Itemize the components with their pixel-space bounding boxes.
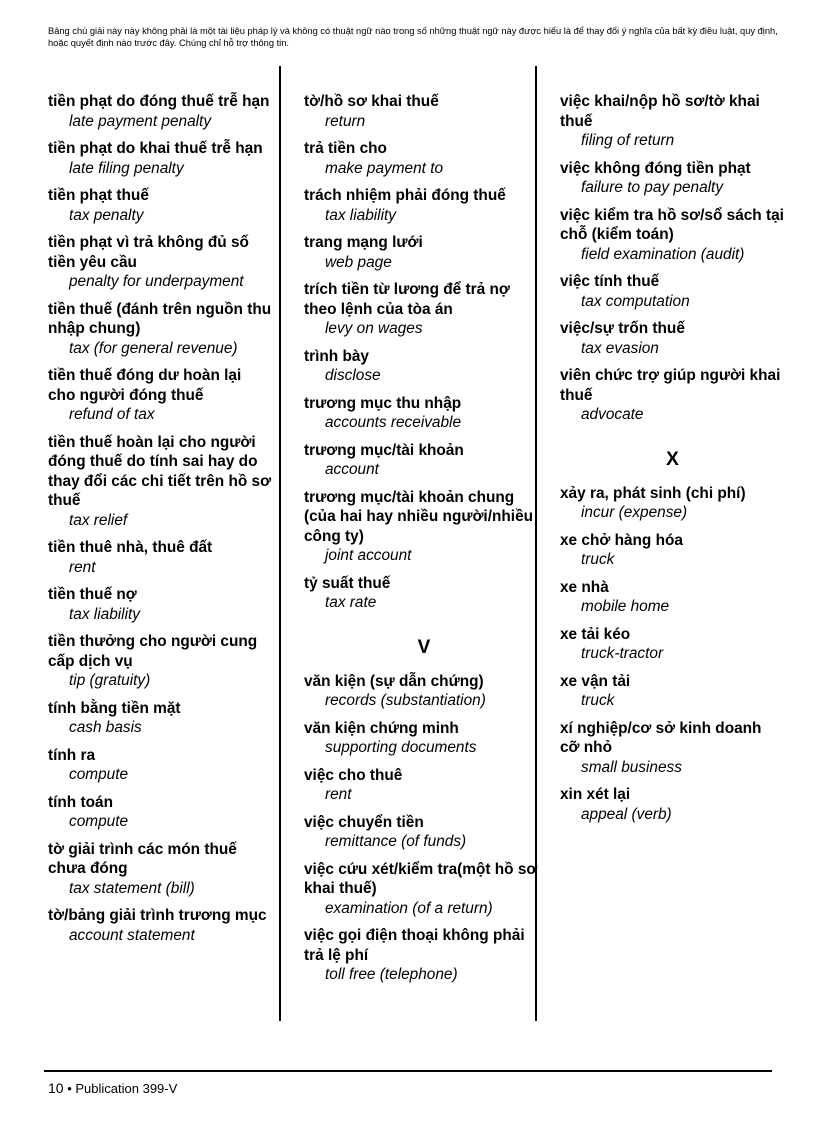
glossary-entry bbox=[304, 347, 544, 386]
glossary-entry bbox=[560, 319, 785, 358]
glossary-entry bbox=[304, 574, 544, 613]
glossary-entry bbox=[48, 840, 272, 899]
glossary-entry bbox=[48, 366, 272, 425]
glossary-entry bbox=[48, 699, 272, 738]
glossary-entry bbox=[48, 139, 272, 178]
vietnamese-term: việc tính thuế bbox=[560, 273, 660, 290]
vietnamese-term: tiền phạt vì trả không đủ số tiền yêu cầu bbox=[48, 234, 249, 271]
glossary-entry bbox=[304, 926, 544, 985]
footer-rule bbox=[44, 1070, 772, 1072]
english-translation: tax liability bbox=[325, 206, 396, 224]
english-translation: truck bbox=[581, 551, 615, 568]
english-translation: tax (for general revenue) bbox=[69, 339, 238, 357]
glossary-entry bbox=[560, 92, 785, 151]
vietnamese-term: tính bằng tiền mặt bbox=[48, 699, 181, 717]
vietnamese-term: xe vận tải bbox=[560, 672, 631, 690]
vietnamese-term: việc chuyển tiền bbox=[304, 813, 424, 831]
english-translation: truck-tractor bbox=[581, 645, 664, 662]
english-translation: tax rate bbox=[325, 594, 377, 611]
vietnamese-term: tiền phạt do khai thuế trễ hạn bbox=[48, 140, 263, 157]
vietnamese-term: trả tiền cho bbox=[304, 140, 387, 157]
vietnamese-term: xí nghiệp/cơ sở kinh doanh cỡ nhỏ bbox=[560, 719, 762, 756]
glossary-entry bbox=[48, 186, 272, 225]
english-translation: penalty for underpayment bbox=[69, 273, 244, 290]
english-translation: tax computation bbox=[581, 292, 690, 310]
vietnamese-term: trình bày bbox=[304, 347, 369, 365]
glossary-entry bbox=[560, 159, 785, 198]
english-translation: incur (expense) bbox=[581, 504, 688, 521]
vietnamese-term: việc khai/nộp hồ sơ/tờ khai thuế bbox=[560, 93, 760, 130]
english-translation: toll free (telephone) bbox=[325, 966, 458, 983]
english-translation: rent bbox=[325, 786, 352, 803]
vietnamese-term: trương mục/tài khoản bbox=[304, 441, 464, 459]
english-translation: mobile home bbox=[581, 598, 670, 615]
english-translation: tip (gratuity) bbox=[69, 672, 151, 689]
glossary-entry bbox=[304, 394, 544, 433]
english-translation: late payment penalty bbox=[69, 112, 212, 130]
vietnamese-term: tiền thuê nhà, thuê đất bbox=[48, 539, 213, 556]
vietnamese-term: viên chức trợ giúp người khai thuế bbox=[560, 367, 781, 404]
glossary-column-3 bbox=[560, 92, 785, 832]
vietnamese-term: việc kiểm tra hồ sơ/sổ sách tại chỗ (kiểm toán) bbox=[560, 206, 784, 243]
glossary-column-2 bbox=[304, 92, 544, 993]
vietnamese-term: trách nhiệm phải đóng thuế bbox=[304, 187, 506, 204]
section-letter-heading: X bbox=[666, 448, 679, 470]
english-translation: small business bbox=[581, 758, 682, 776]
glossary-entry bbox=[304, 488, 544, 566]
page-footer bbox=[48, 1080, 177, 1096]
english-translation: levy on wages bbox=[325, 320, 423, 337]
vietnamese-term: tiền phạt thuế bbox=[48, 187, 149, 204]
glossary-entry bbox=[304, 186, 544, 225]
vietnamese-term: tiền thuế hoàn lại cho người đóng thuế do tính sai hay do thay đổi các chi tiết trên hồ sơ thuế bbox=[48, 433, 272, 509]
section-letter-heading: V bbox=[417, 636, 431, 658]
glossary-entry bbox=[560, 625, 785, 664]
english-translation: web page bbox=[325, 253, 392, 271]
glossary-entry bbox=[48, 300, 272, 359]
vietnamese-term: xe nhà bbox=[560, 578, 609, 596]
english-translation: truck bbox=[581, 692, 615, 709]
vietnamese-term: xe tải kéo bbox=[560, 625, 631, 643]
glossary-entry bbox=[304, 860, 544, 919]
vietnamese-term: tiền thuế nợ bbox=[48, 586, 137, 603]
vietnamese-term: văn kiện chứng minh bbox=[304, 719, 459, 737]
english-translation: cash basis bbox=[69, 719, 142, 736]
vietnamese-term: tiền thuế (đánh trên nguồn thu nhập chung) bbox=[48, 300, 272, 337]
footer-bullet: • bbox=[67, 1081, 72, 1096]
glossary-column-1 bbox=[48, 92, 272, 953]
vietnamese-term: việc không đóng tiền phạt bbox=[560, 159, 751, 177]
english-translation: make payment to bbox=[325, 159, 444, 177]
vietnamese-term: việc/sự trốn thuế bbox=[560, 320, 685, 337]
vietnamese-term: tiền thuế đóng dư hoàn lại cho người đóng thuế bbox=[48, 367, 242, 404]
english-translation: field examination (audit) bbox=[581, 245, 745, 263]
glossary-entry bbox=[48, 906, 272, 945]
english-translation: supporting documents bbox=[325, 739, 477, 756]
glossary-entry bbox=[304, 766, 544, 805]
glossary-entry bbox=[48, 433, 272, 531]
vietnamese-term: tờ/hồ sơ khai thuế bbox=[304, 93, 439, 110]
glossary-entry bbox=[560, 531, 785, 570]
glossary-entry bbox=[304, 233, 544, 272]
vietnamese-term: việc cho thuê bbox=[304, 766, 403, 784]
vietnamese-term: xin xét lại bbox=[560, 786, 631, 803]
english-translation: records (substantiation) bbox=[325, 692, 486, 709]
glossary-entry bbox=[560, 578, 785, 617]
glossary-entry bbox=[48, 585, 272, 624]
disclaimer-text: Bảng chú giải này này không phải là một tài liệu pháp lý và không có thuật ngữ nào trong số những thuật ngữ này được hiểu là để thay đổi ý nghĩa của bất kỳ điều luật, quy định, hoặc quyết định nào trước đây. Chúng chỉ hỗ trợ thông tin. bbox=[48, 26, 778, 48]
vietnamese-term: tờ giải trình các món thuế chưa đóng bbox=[48, 840, 237, 877]
vietnamese-term: xe chở hàng hóa bbox=[560, 531, 683, 549]
vietnamese-term: tính ra bbox=[48, 746, 96, 764]
vietnamese-term: việc cứu xét/kiểm tra(một hồ sơ khai thuế) bbox=[304, 860, 538, 897]
vietnamese-term: tiền phạt do đóng thuế trễ hạn bbox=[48, 93, 270, 110]
glossary-entry bbox=[304, 139, 544, 178]
glossary-entry bbox=[560, 366, 785, 425]
vietnamese-term: xảy ra, phát sinh (chi phí) bbox=[560, 484, 746, 502]
glossary-entry bbox=[560, 206, 785, 265]
vietnamese-term: tính toán bbox=[48, 793, 113, 811]
english-translation: tax liability bbox=[69, 605, 140, 623]
vietnamese-term: việc gọi điện thoại không phải trả lệ phí bbox=[304, 927, 525, 964]
english-translation: disclose bbox=[325, 367, 381, 384]
english-translation: tax evasion bbox=[581, 339, 659, 357]
glossary-entry bbox=[304, 719, 544, 758]
english-translation: compute bbox=[69, 813, 129, 830]
glossary-entry bbox=[48, 92, 272, 131]
column-divider bbox=[279, 66, 281, 1021]
glossary-entry bbox=[48, 233, 272, 292]
english-translation: tax penalty bbox=[69, 206, 144, 224]
glossary-entry bbox=[48, 746, 272, 785]
glossary-entry bbox=[304, 813, 544, 852]
english-translation: filing of return bbox=[581, 132, 675, 149]
english-translation: tax relief bbox=[69, 511, 128, 529]
glossary-entry bbox=[304, 672, 544, 711]
glossary-entry bbox=[304, 280, 544, 339]
english-translation: late filing penalty bbox=[69, 159, 184, 177]
english-translation: account bbox=[325, 461, 379, 478]
vietnamese-term: trương mục thu nhập bbox=[304, 394, 462, 412]
vietnamese-term: trang mạng lưới bbox=[304, 234, 423, 251]
english-translation: joint account bbox=[325, 547, 412, 564]
english-translation: advocate bbox=[581, 406, 644, 423]
vietnamese-term: văn kiện (sự dẫn chứng) bbox=[304, 672, 484, 690]
glossary-entry bbox=[48, 793, 272, 832]
vietnamese-term: tiền thưởng cho người cung cấp dịch vụ bbox=[48, 633, 258, 670]
glossary-entry bbox=[560, 484, 785, 523]
english-translation: appeal (verb) bbox=[581, 805, 672, 823]
english-translation: accounts receivable bbox=[325, 414, 462, 431]
page-number: 10 bbox=[48, 1080, 64, 1096]
english-translation: refund of tax bbox=[69, 406, 155, 423]
vietnamese-term: tờ/bảng giải trình trương mục bbox=[48, 907, 267, 924]
glossary-entry bbox=[560, 719, 785, 778]
glossary-entry bbox=[48, 538, 272, 577]
vietnamese-term: trương mục/tài khoản chung (của hai hay nhiều người/nhiều công ty) bbox=[304, 488, 534, 545]
english-translation: account statement bbox=[69, 926, 195, 944]
english-translation: compute bbox=[69, 766, 129, 783]
vietnamese-term: trích tiền từ lương để trả nợ theo lệnh của tòa án bbox=[304, 281, 510, 318]
glossary-entry bbox=[48, 632, 272, 691]
glossary-entry bbox=[560, 785, 785, 824]
glossary-entry bbox=[304, 92, 544, 131]
vietnamese-term: tỷ suất thuế bbox=[304, 574, 391, 592]
english-translation: failure to pay penalty bbox=[581, 179, 724, 196]
glossary-entry bbox=[560, 272, 785, 311]
glossary-entry bbox=[304, 441, 544, 480]
publication-name: Publication 399-V bbox=[75, 1081, 178, 1096]
glossary-entry bbox=[560, 672, 785, 711]
english-translation: return bbox=[325, 112, 366, 130]
english-translation: rent bbox=[69, 558, 96, 576]
english-translation: remittance (of funds) bbox=[325, 833, 467, 850]
english-translation: tax statement (bill) bbox=[69, 879, 195, 897]
english-translation: examination (of a return) bbox=[325, 899, 493, 917]
